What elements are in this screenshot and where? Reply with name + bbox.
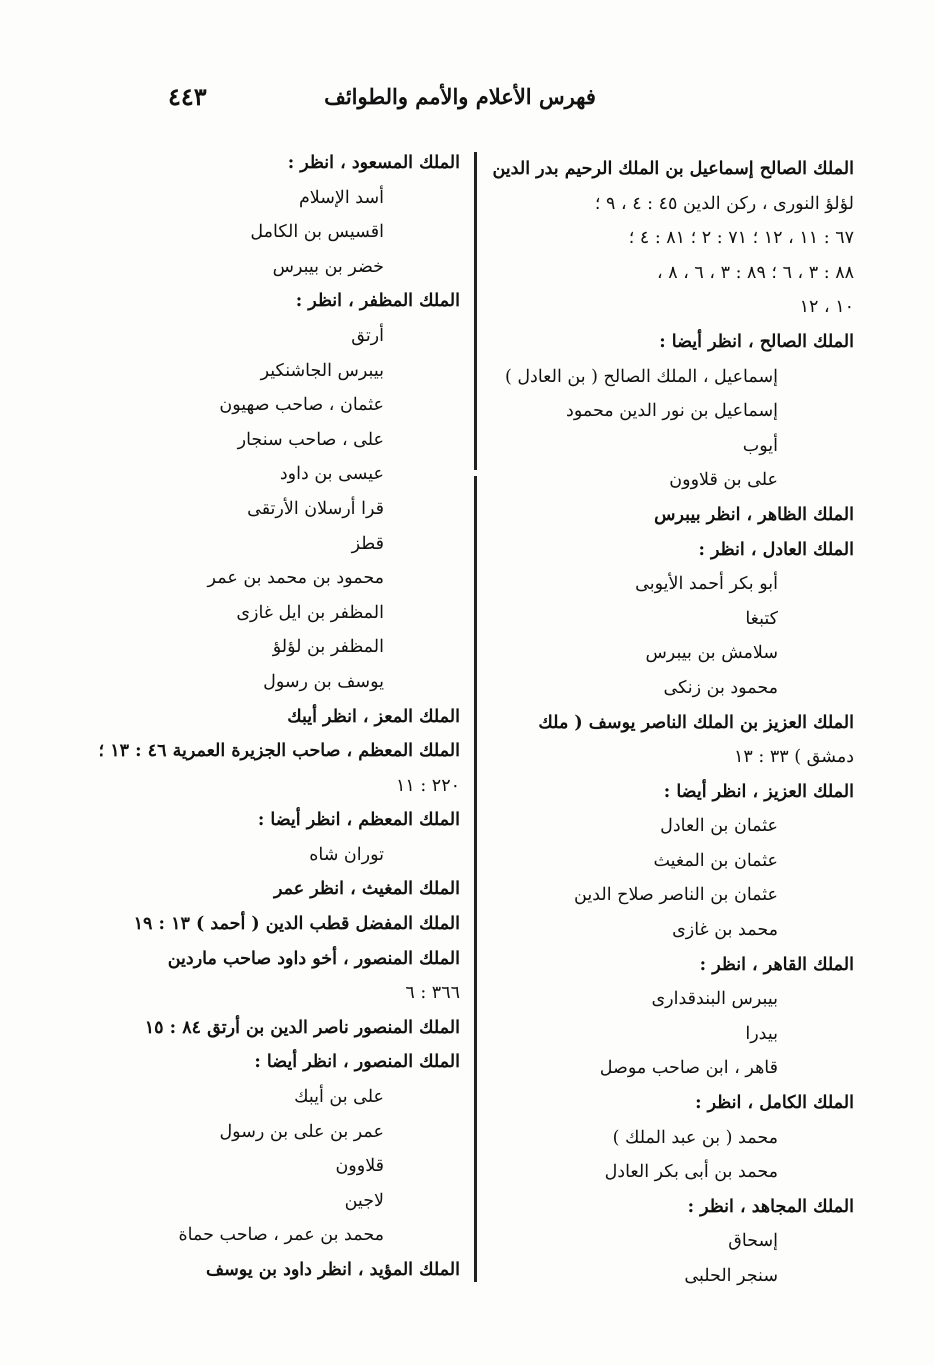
index-subentry: محمد بن عمر ، صاحب حماة: [178, 1225, 384, 1246]
index-subentry: إسماعيل ، الملك الصالح ( بن العادل ): [504, 366, 778, 387]
index-subentry: أيوب: [742, 435, 778, 456]
index-subentry: عثمان بن المغيث: [653, 850, 778, 871]
index-subentry: المظفر بن لؤلؤ: [272, 637, 384, 658]
index-subentry: قطز: [351, 533, 384, 554]
index-entry: الملك الكامل ، انظر :: [695, 1093, 854, 1114]
column-divider: [474, 152, 477, 470]
index-subentry: كتبغا: [745, 608, 778, 629]
index-entry: الملك العادل ، انظر :: [698, 539, 854, 560]
index-subentry: إسماعيل بن نور الدين محمود: [566, 401, 778, 422]
index-entry: الملك المنصور ، انظر أيضا :: [254, 1052, 460, 1073]
index-subentry: توران شاه: [309, 844, 384, 865]
index-entry: الملك الظاهر ، انظر بيبرس: [654, 504, 854, 525]
page-number: ٤٤٣: [168, 82, 207, 111]
index-subentry: لاجين: [344, 1190, 384, 1211]
index-subentry: عثمان بن الناصر صلاح الدين: [574, 885, 778, 906]
index-subentry: سلامش بن بيبرس: [645, 643, 778, 664]
index-entry: الملك المؤيد ، انظر داود بن يوسف: [206, 1260, 460, 1280]
index-subentry: محمد بن غازى: [672, 920, 778, 941]
index-subentry: محمود بن محمد بن عمر: [207, 568, 384, 589]
index-subentry: إسحاق: [728, 1231, 778, 1252]
index-entry: الملك المسعود ، انظر :: [287, 153, 460, 173]
index-entry: الملك المعز ، انظر أيبك: [287, 706, 460, 727]
index-column-left: [90, 146, 460, 1288]
index-subentry: اقسيس بن الكامل: [250, 222, 384, 243]
page-title: فهرس الأعلام والأمم والطوائف: [324, 84, 596, 109]
index-subentry: أبو بكر أحمد الأيوبى: [635, 574, 778, 595]
index-entry: الملك العزيز بن الملك الناصر يوسف ( ملك: [538, 712, 854, 733]
index-subentry: عمر بن على بن رسول: [219, 1121, 384, 1142]
index-entry-continuation: ٢٢٠ : ١١: [395, 775, 460, 796]
index-subentry: عيسى بن داود: [279, 464, 384, 485]
index-entry: الملك المنصور ، أخو داود صاحب ماردين: [167, 948, 460, 969]
index-entry-continuation: ٨٨ : ٣ ، ٦ ؛ ٨٩ : ٣ ، ٦ ، ٨ ،: [657, 262, 854, 283]
index-entry: الملك الصالح إسماعيل بن الملك الرحيم بدر الدين: [492, 159, 854, 179]
index-subentry: سنجر الحلبى: [684, 1266, 778, 1286]
index-entry: الملك المنصور ناصر الدين بن أرتق ٨٤ : ١٥: [144, 1017, 460, 1038]
index-entry: الملك المجاهد ، انظر :: [687, 1196, 854, 1217]
index-entry: الملك المظفر ، انظر :: [295, 291, 460, 312]
index-subentry: على بن قلاوون: [669, 470, 778, 491]
index-entry: الملك الصالح ، انظر أيضا :: [659, 331, 854, 352]
index-entry: الملك المغيث ، انظر عمر: [273, 879, 460, 900]
index-subentry: بيبرس البندقدارى: [651, 989, 778, 1010]
index-subentry: أرتق: [351, 325, 384, 346]
index-entry-continuation: ٣٦٦ : ٦: [405, 983, 460, 1004]
index-entry-continuation: لؤلؤ النورى ، ركن الدين ٤٥ : ٤ ، ٩ ؛: [594, 193, 854, 214]
index-subentry: قاهر ، ابن صاحب موصل: [599, 1058, 778, 1079]
index-entry: الملك المعظم ، انظر أيضا :: [257, 810, 460, 831]
index-entry: الملك المعظم ، صاحب الجزيرة العمرية ٤٦ : ١٣ ؛: [98, 741, 460, 762]
index-entry-continuation: دمشق ) ٣٣ : ١٣: [734, 747, 854, 768]
index-subentry: بيبرس الجاشنكير: [260, 360, 384, 381]
index-subentry: محمود بن زنكى: [663, 677, 778, 698]
index-subentry: قلاوون: [335, 1156, 384, 1177]
page-header: [0, 80, 934, 120]
index-subentry: محمد بن أبى بكر العادل: [604, 1162, 778, 1183]
index-entry-continuation: ١٠ ، ١٢: [799, 297, 854, 318]
index-column-right: [494, 152, 854, 1294]
index-subentry: بيدرا: [745, 1023, 778, 1044]
column-divider: [474, 476, 477, 1282]
index-entry: الملك المفضل قطب الدين ( أحمد ) ١٣ : ١٩: [133, 914, 460, 935]
index-subentry: على بن أيبك: [294, 1087, 384, 1108]
index-subentry: محمد ( بن عبد الملك ): [612, 1127, 778, 1148]
index-entry-continuation: ٦٧ : ١١ ، ١٢ ؛ ٧١ : ٢ ؛ ٨١ : ٤ ؛: [628, 228, 854, 249]
index-entry: الملك العزيز ، انظر أيضا :: [663, 781, 854, 802]
index-subentry: أسد الإسلام: [298, 187, 384, 208]
index-subentry: قرا أرسلان الأرتقى: [247, 498, 384, 519]
index-subentry: عثمان بن العادل: [660, 816, 778, 837]
index-subentry: عثمان ، صاحب صهيون: [219, 395, 384, 416]
index-subentry: على ، صاحب سنجار: [237, 429, 384, 450]
index-subentry: يوسف بن رسول: [263, 671, 384, 692]
index-subentry: المظفر بن ايل غازى: [236, 602, 384, 623]
index-entry: الملك القاهر ، انظر :: [699, 954, 854, 975]
index-subentry: خضر بن بيبرس: [272, 256, 384, 277]
